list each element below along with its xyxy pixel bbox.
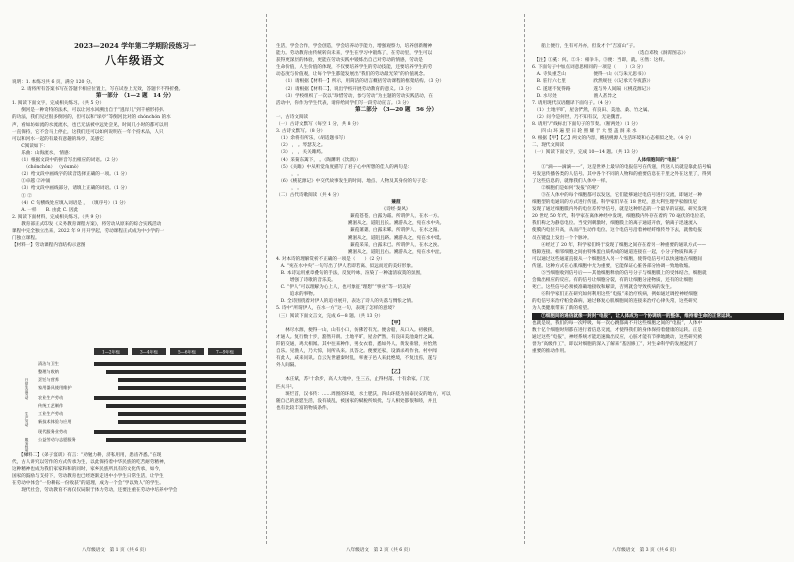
text-line: 才通人。复行数十步，豁然开朗。土地平旷，屋舍俨然，有良田美池桑竹之属。 bbox=[276, 334, 437, 340]
text-line: 船上便行，生有可丹亦，但发才个“吉富山”子。 bbox=[532, 44, 638, 49]
text-line: （2）问今是何世，乃不知有汉，无论魏晋。 bbox=[532, 114, 625, 120]
poem-body bbox=[276, 213, 516, 256]
text-line: ②细胞们是如何“发报”的呢？ bbox=[532, 185, 602, 191]
text-line: 重要的推动作用。 bbox=[532, 349, 569, 355]
question-block-1-2 bbox=[12, 100, 258, 249]
page-1-column bbox=[12, 0, 258, 562]
task-group-bar bbox=[94, 396, 246, 400]
poetry-dictation bbox=[276, 114, 516, 199]
text-line: 传递。这种方式在心肌细胞中尤为重要，它能保证心脏各部分协调一致地收缩。 bbox=[532, 263, 693, 269]
text-line: 增强了诗歌的音乐美。 bbox=[276, 278, 336, 284]
text-line: 数十亿个细胞时刻都在进行着信息交流，才使得我们的身体保持着健康的运转。正是 bbox=[532, 327, 702, 333]
exam-title: 2023—2024 学年第二学期阶段练习一 bbox=[74, 42, 196, 50]
text-line: 四 山 环 遍 望 日 轮 照 耀 于 大 型 盖 洞 来 水 bbox=[532, 129, 637, 135]
instruction-line: 2. 请将所有答案书写在答题卡相应位置上，写在试卷上无效，答题卡不得折叠。 bbox=[12, 87, 184, 93]
task-group-label: 整理与收纳 bbox=[38, 369, 59, 374]
text-line: （2）请根据【材料二】，说出学校开展劳动教育的意义。（3 分） bbox=[276, 86, 415, 92]
text-line: ⑥科学家们正在研究如何利用这些“电报”来治疗疾病，例如通过调控神经细胞 bbox=[532, 292, 698, 298]
article-title: 人体细胞间的“电报” bbox=[636, 157, 680, 163]
task-group-label: 传统工艺制作 bbox=[38, 403, 64, 408]
passage-jia-label: 【甲】 bbox=[389, 320, 403, 326]
text-line: 誉为“高级作工”，即以对细胞的深入了解来“基因修工”，对生命科学的发展起到了 bbox=[532, 341, 698, 347]
text-line: ④经过了 20 年，科学家们终于发现了细胞之间存在着另一种重要的通讯方式—— bbox=[532, 242, 707, 248]
text-line: A. 寺负重芝山 便得一山（《与朱元思书》） bbox=[532, 72, 649, 78]
task-group-bar bbox=[106, 438, 246, 442]
page-footer: 八年级语文 第 1 页（共 6 页） bbox=[82, 547, 149, 553]
page-2-column bbox=[276, 0, 516, 562]
grade-step-label: 3—4年级 bbox=[140, 349, 158, 355]
text-line: 溯洄从之，道阻且长。溯游从之，宛在水中央。 bbox=[347, 221, 445, 227]
text-line: （三）阅读下面文言文，完成 6—8 题。（共 13 分） bbox=[276, 313, 384, 319]
text-line: 追求的事物。 bbox=[276, 292, 318, 298]
text-line: A. “宛在水中央”一句写出了伊人若即若离、似远而近的美好形象。 bbox=[276, 263, 416, 269]
page-footer: 八年级语文 第 3 页（共 6 页） bbox=[612, 547, 679, 553]
text-line: 乐曲：山海流水， 情感： bbox=[12, 150, 74, 156]
text-line: 代，古人讲究以劳作的方式传承为生，以此保持着中华民族的吃苦耐劳精神， bbox=[12, 460, 169, 466]
text-line: 7. 请用现代汉语翻译下面句子。（4 分） bbox=[532, 100, 614, 106]
page-3-content bbox=[532, 43, 784, 355]
part-two-heading: 第二部分 （3—20 题 56 分） bbox=[354, 106, 438, 113]
text-line: ①卓越 ②冲涌 bbox=[12, 179, 51, 185]
text-line: 会做出相应的反应。有的信号让细胞分裂，有的让细胞分泌物质，还有的让细胞 bbox=[532, 278, 693, 284]
text-line: 蒹葭苍苍，白露为霜。所谓伊人，在水一方。 bbox=[350, 214, 442, 220]
text-line: 动态度与价值观，让每个学生都能发展出“我们的劳动最光荣”的价值观念。 bbox=[276, 72, 428, 78]
text-line: （6）《桃花源记》中交代故事发生的时间、地点、人物及其身份的句子是： bbox=[276, 178, 431, 184]
text-line: （1）请根据【材料一】所示，用简洁的语言概括劳动课程的框架结构。（3 分） bbox=[276, 79, 445, 85]
text-line: （3）给文段中画线部分，请填上正确的词语。（1 分） bbox=[12, 186, 130, 192]
instruction-line: 说明：1. 本练习共 6 页，满分 120 分。 bbox=[12, 80, 96, 85]
text-line: （1）土地平旷，屋舍俨然，有良田、美池、桑、竹之属。 bbox=[532, 107, 653, 113]
text-line: 【材料二】《弟子宴训》有言：“劝勉力耕，济私用用，患齿齐悉。”在现 bbox=[12, 453, 162, 458]
classical-questions bbox=[532, 43, 784, 157]
text-line: 4. 对本诗的理解赏析不正确的一项是（ ）（2 分） bbox=[276, 256, 385, 262]
text-line: 声，看如坊如流的水流流水，也已无法被中远处尝见，时间几小时的都可以用 bbox=[12, 122, 169, 128]
text-line: 【注】①奚：何。②斗：相争斗。③便：当即，就。④然：这样。 bbox=[532, 58, 668, 64]
instructions bbox=[12, 79, 258, 249]
text-line: 教育部正式印发《义务教育课程方案》，将劳动从原来的综合实践活动 bbox=[12, 221, 162, 227]
text-line: 细胞型的电通讯的方式进行传递。科学家们早在 18 世纪，意大利生理学家伽伐尼 bbox=[532, 200, 697, 206]
question-2-continued bbox=[276, 43, 516, 107]
task-group-label: 烹饪与营养 bbox=[38, 377, 59, 382]
column-divider bbox=[266, 14, 267, 544]
text-line: 为人类健康带来了新的希望。 bbox=[532, 306, 592, 312]
text-line: 一直保持，它不会马上停止，这我们还可以如何说明在一年个持术品，人只 bbox=[12, 129, 164, 135]
task-category-label: 服务性劳动 bbox=[25, 438, 29, 456]
text-line: 蒹葭萋萋，白露未晞。所谓伊人，在水之湄。 bbox=[350, 228, 442, 234]
part-one-heading: 第一部分 （1—2 题 14 分） bbox=[95, 93, 175, 100]
task-group-label: 清洁与卫生 bbox=[38, 361, 59, 366]
text-line: 这种精神也成为我们家家和和的同时，家乡民族所具有的文化传承，如今， bbox=[12, 467, 164, 473]
page-footer: 八年级语文 第 2 页（共 6 页） bbox=[346, 547, 413, 553]
text-line: 外人间隔。 bbox=[276, 363, 299, 369]
text-line: （4）C 句横线处应填入词语是 ， （填序号）（1 分） bbox=[12, 200, 129, 206]
text-line: 8. 请用“/”线标出下面句子的节奏。（断两处）（1 分） bbox=[532, 122, 641, 128]
text-line: C阅读如下： bbox=[12, 143, 48, 149]
text-line: ⑤当细胞收到信号后——其他细胞释放的信号分子与细胞膜上的受体结合，细胞就 bbox=[532, 271, 707, 276]
grade-step-label: 5—6年级 bbox=[178, 349, 196, 355]
task-group-bar bbox=[94, 362, 246, 366]
text-line: 3. 古诗文默写。（8 分） bbox=[276, 129, 326, 135]
text-line: 可以和河水一起的有最有意趣的垛亭，美感它 bbox=[12, 136, 104, 142]
task-group-label: 新技术体验与应用 bbox=[38, 419, 72, 424]
text-line: 了这些信息的，就像我们人体中一样。 bbox=[532, 178, 611, 184]
text-line: B. 驻行六七里 欣然规往（《记承天寺夜游》） bbox=[532, 79, 654, 85]
text-line: ③在人体中的每个细胞都可以发送，它们能够通过电信号进行交流，即通过一种 bbox=[532, 192, 702, 198]
text-line: 林尽水源，便得一山，山有小口，仿佛若有光。便舍船，从口入。初极狭， bbox=[276, 327, 437, 333]
text-line: 获得更深层的体验，更能在劳动实践中锻炼出自己对劳动的情感，劳动是 bbox=[276, 58, 424, 64]
text-line: 现代社会，劳动教育不再仅仅局限于体力劳动，还要注重在劳动中培养中学会 bbox=[12, 488, 178, 494]
text-line: 也就是说，我们的每一次呼吸、每一次心跳都离不开这些细胞之间的“电报”，人体中 bbox=[532, 320, 703, 326]
text-line: C. “伊人”可以理解为心上人，也可象征“理想”“事业”等一切美好 bbox=[276, 285, 412, 291]
passage-jia bbox=[276, 327, 516, 370]
article-body bbox=[532, 164, 784, 313]
text-line: D. 全诗围绕着对伊人的追寻展开，表达了诗人的失落与惆怅之情。 bbox=[276, 299, 416, 305]
column-divider bbox=[524, 14, 525, 544]
text-line: 门独立课程。 bbox=[12, 236, 40, 242]
text-line: （一）阅读下面文字，完成 10—14 题。（共 13 分） bbox=[532, 150, 641, 156]
text-line: 能力。劳动教育由传统转向未来，学生在学习中锻炼了，在劳动里，学生可以 bbox=[276, 51, 433, 57]
grade-step-label: 7—9年级 bbox=[216, 349, 234, 355]
text-line: 课程中完全独立出来，2022 年 9 月开学起，劳动课程正式成为中小学的一 bbox=[12, 228, 165, 234]
text-line: （2）给文段中画线字的读音选择正确的一项。（1 分） bbox=[12, 172, 130, 178]
text-line: （3）学校组织了一次以“珍惜劳动，参与劳动”为主题的劳动实践活动，在 bbox=[276, 93, 433, 99]
text-line: 匹夫斗²。 bbox=[276, 384, 297, 390]
text-line: 9. 根据【甲】【乙】两文的内容，概括桃源人生活环境和心态相似之处。（4 分） bbox=[532, 136, 694, 142]
text-line: 我们称之为静息电位。当受到刺激时，细胞膜上的离子通道开放，钠离子迅速流入 bbox=[532, 221, 698, 227]
text-line: 溯洄从之，道阻且右。溯游从之，宛在水中沚。 bbox=[347, 249, 445, 255]
task-category-label: 日常生活劳动 bbox=[25, 378, 29, 400]
task-group-label: 农业生产劳动 bbox=[38, 395, 64, 400]
task-category-label: 生产劳动 bbox=[25, 412, 29, 427]
text-line: 使膜内电位升高，从而产生动作电位。这个电信号沿着神经纤维传导下去，就像电报 bbox=[532, 228, 702, 234]
text-line: ， 。 bbox=[276, 171, 302, 177]
text-line: 倒河是一种奇特的法术，可以让河水回溯出自于“逃岸儿”到千禧形持扒 bbox=[12, 108, 164, 114]
text-line: ① ② bbox=[12, 193, 32, 199]
text-line: 生命价值，人生价值的体现，不仅要培养学生的劳动技能，还要培养学生的劳 bbox=[276, 65, 433, 71]
task-group-bar bbox=[118, 420, 246, 424]
text-line: （二）古代诗歌阅读（共 4 分） bbox=[276, 192, 342, 198]
text-line: 自乐。见渔人，乃大惊，问所从来。具答之。便要还家，设酒杀鸡作食。村中闻 bbox=[276, 349, 437, 355]
text-line: 20 世纪 50 年代，科学家在离体神经中发现，细胞膜内外存在着约 70 毫伏的电位差， bbox=[532, 214, 709, 220]
text-line: 通过这些“电报”，神经系统才能迅速做出反应，心脏才能有节律地跳动，这些研究被 bbox=[532, 334, 703, 340]
task-group-label: 现代服务业劳动 bbox=[38, 429, 68, 434]
text-line: 溯洄从之，道阻且跻。溯游从之，宛在水中坻。 bbox=[347, 235, 445, 241]
text-line: 有此人，咸来问讯。自云先世避秦时乱，率妻子邑人来此绝境，不复出焉，遂与 bbox=[276, 356, 437, 362]
text-line: 5. 诗中“所谓伊人，在水一方”这一句，表现了怎样的意境？ bbox=[276, 306, 397, 312]
text-line: （4）采菊东篱下， 。（陶渊明《饮酒》） bbox=[276, 157, 361, 163]
text-line: 活动中，你作为学生代表，请你给同学们写一段劳动宣言。（3 分） bbox=[276, 100, 412, 106]
text-line: 阡陌交通，鸡犬相闻。其中往来种作，男女衣着，悉如外人。黄发垂髫，并怡然 bbox=[276, 341, 437, 347]
task-group-bar bbox=[94, 430, 246, 434]
text-line: （5）《关雎》中从听觉角度描写了君子心中所想的佳人的两句是： bbox=[276, 164, 413, 170]
text-line: B. 本诗运用重章叠句的手法，反复吟咏，渲染了一种凄清寂寞的氛围， bbox=[276, 271, 425, 276]
task-group-label: 工业生产劳动 bbox=[38, 411, 64, 416]
text-line: 死亡。这些信号必须被准确地接收和解读，否则就会导致疾病的发生。 bbox=[532, 285, 675, 291]
task-group-bar bbox=[106, 370, 246, 374]
text-line: 在劳动中体会“一份耕耘一份收获”的道理，成为一个会“学以致人”的学生。 bbox=[12, 481, 164, 487]
task-group-bar bbox=[118, 412, 246, 416]
subject-title: 八年级语文 bbox=[105, 54, 165, 67]
text-line: 缝隙连接。相邻细胞之间由特殊蛋白质构成的通道连接在一起，小分子物质和离子 bbox=[532, 249, 698, 255]
highlighted-paragraph: ⑦细胞间的通信就像一封封“电报”，让人体成为一个协调统一的整体，维持着生命的正常运转。 bbox=[532, 313, 784, 320]
text-line: 蒹葭采采，白露未已。所谓伊人，在水之涘。 bbox=[350, 242, 442, 248]
task-group-bar bbox=[106, 404, 246, 408]
text-line: （chónchón） （yóumò） bbox=[12, 165, 82, 171]
text-line: 【材料一】劳动课程内容结构示意图 bbox=[12, 243, 86, 249]
text-line: 也有比较丰富的物质条件。 bbox=[276, 405, 332, 411]
text-line: （3） ， ，关关雎鸠。 bbox=[276, 150, 326, 156]
text-line: C. 遂迷不复得路 遂与外人间隔（《桃花源记》） bbox=[532, 86, 654, 92]
text-line: （1）余将有所乐，（胡适题书写） bbox=[276, 136, 348, 142]
text-line: （一）古诗文默写（每空 1 分，共 8 分） bbox=[276, 122, 362, 128]
text-line: 可以通过这些通道直接从一个细胞进入另一个细胞，使得电信号可以快速地在细胞间 bbox=[532, 256, 702, 262]
grade-step-label: 1—2年级 bbox=[102, 349, 120, 355]
task-group-label: 公益劳动与志愿服务 bbox=[38, 437, 76, 442]
page-2-content bbox=[276, 43, 516, 412]
text-line: 的电信号来治疗帕金森病，通过修复心肌细胞间的连接来治疗心律失常，这些研究 bbox=[532, 299, 698, 305]
text-line: 生活，学会合作，学会创造，学会培养动手能力，增强观察力，培养创新精神 bbox=[276, 44, 433, 49]
text-line: 斑烂首，汉书传：……周围的环境，水土肥沃，四山环绕为国泰民安的地方，可以 bbox=[276, 391, 451, 397]
text-line: 发现了通过细胞膜内外的电位差传导信号，就是这种形态的一个最早的证据。研究发现 bbox=[532, 207, 707, 213]
text-line: 本庄斌，苏¹十余步，高人大地中，生三五，止得村落，十有余家。门无 bbox=[276, 377, 430, 383]
task-group-bar bbox=[118, 378, 246, 382]
poem-title: 蒹葭 bbox=[391, 200, 401, 206]
page-3-column bbox=[532, 0, 784, 562]
passage-yi bbox=[276, 376, 516, 411]
text-line: （2） ， 。琴瑟友之。 bbox=[276, 143, 326, 149]
poem-source: 《诗经·秦风》 bbox=[381, 207, 411, 213]
task-group-label: 家用器具使用维护 bbox=[38, 385, 72, 390]
text-line: A. 一样 B. 由此 C. 因此 bbox=[12, 207, 79, 213]
text-line: 一、古诗文阅读 bbox=[276, 114, 309, 120]
text-line: 国家的鼓励与支持下，劳动教育也已经逐渐走进中小学生日常生活，让学生 bbox=[12, 474, 164, 480]
text-line: （选自邓牧《洞霄图志》） bbox=[532, 51, 689, 57]
text-line: 二、现代文阅读 bbox=[532, 143, 565, 149]
text-line: ， 。 bbox=[276, 185, 302, 191]
passage-yi-label: 【乙】 bbox=[389, 370, 403, 376]
text-line: （1）根据文段中的拼音写出相应的词语。（2 分） bbox=[12, 158, 121, 164]
material-two-block bbox=[12, 452, 258, 495]
text-line: 员在键盘上发出一个个脉冲。 bbox=[532, 235, 592, 241]
text-line: 随自己的意愿生活，没有战乱，被国家的赋税所烦扰，与人相处都很和睦，并且 bbox=[276, 398, 437, 404]
task-group-bar bbox=[118, 386, 246, 390]
text-line: ①“滴——滴滴——”，这是世界上最早的电报信号在传递，传送人员就是靠此信号编 bbox=[532, 164, 712, 170]
poem-questions bbox=[276, 256, 516, 320]
text-line: D. 水尽处 渔人甚异之 bbox=[532, 93, 617, 99]
text-line: 的功法，我们见过很多倒河的，但可以和“垛亭”等倒河比对的 chónchón 的水 bbox=[12, 115, 171, 121]
text-line: 2. 阅读下面材料，完成相关练习。（共 9 分） bbox=[12, 214, 105, 220]
text-line: 6. 下面句子中加点词意思相同的一项是（ ）（3 分） bbox=[532, 65, 646, 71]
text-line: 1. 阅读下面文字，完成相关练习。（共 5 分） bbox=[12, 101, 105, 107]
text-line: 号发送传播各类的人信号。其中各个不同的人物和的重要信息在千里之外在这里了，得到 bbox=[532, 171, 712, 177]
article-tail bbox=[532, 320, 784, 355]
